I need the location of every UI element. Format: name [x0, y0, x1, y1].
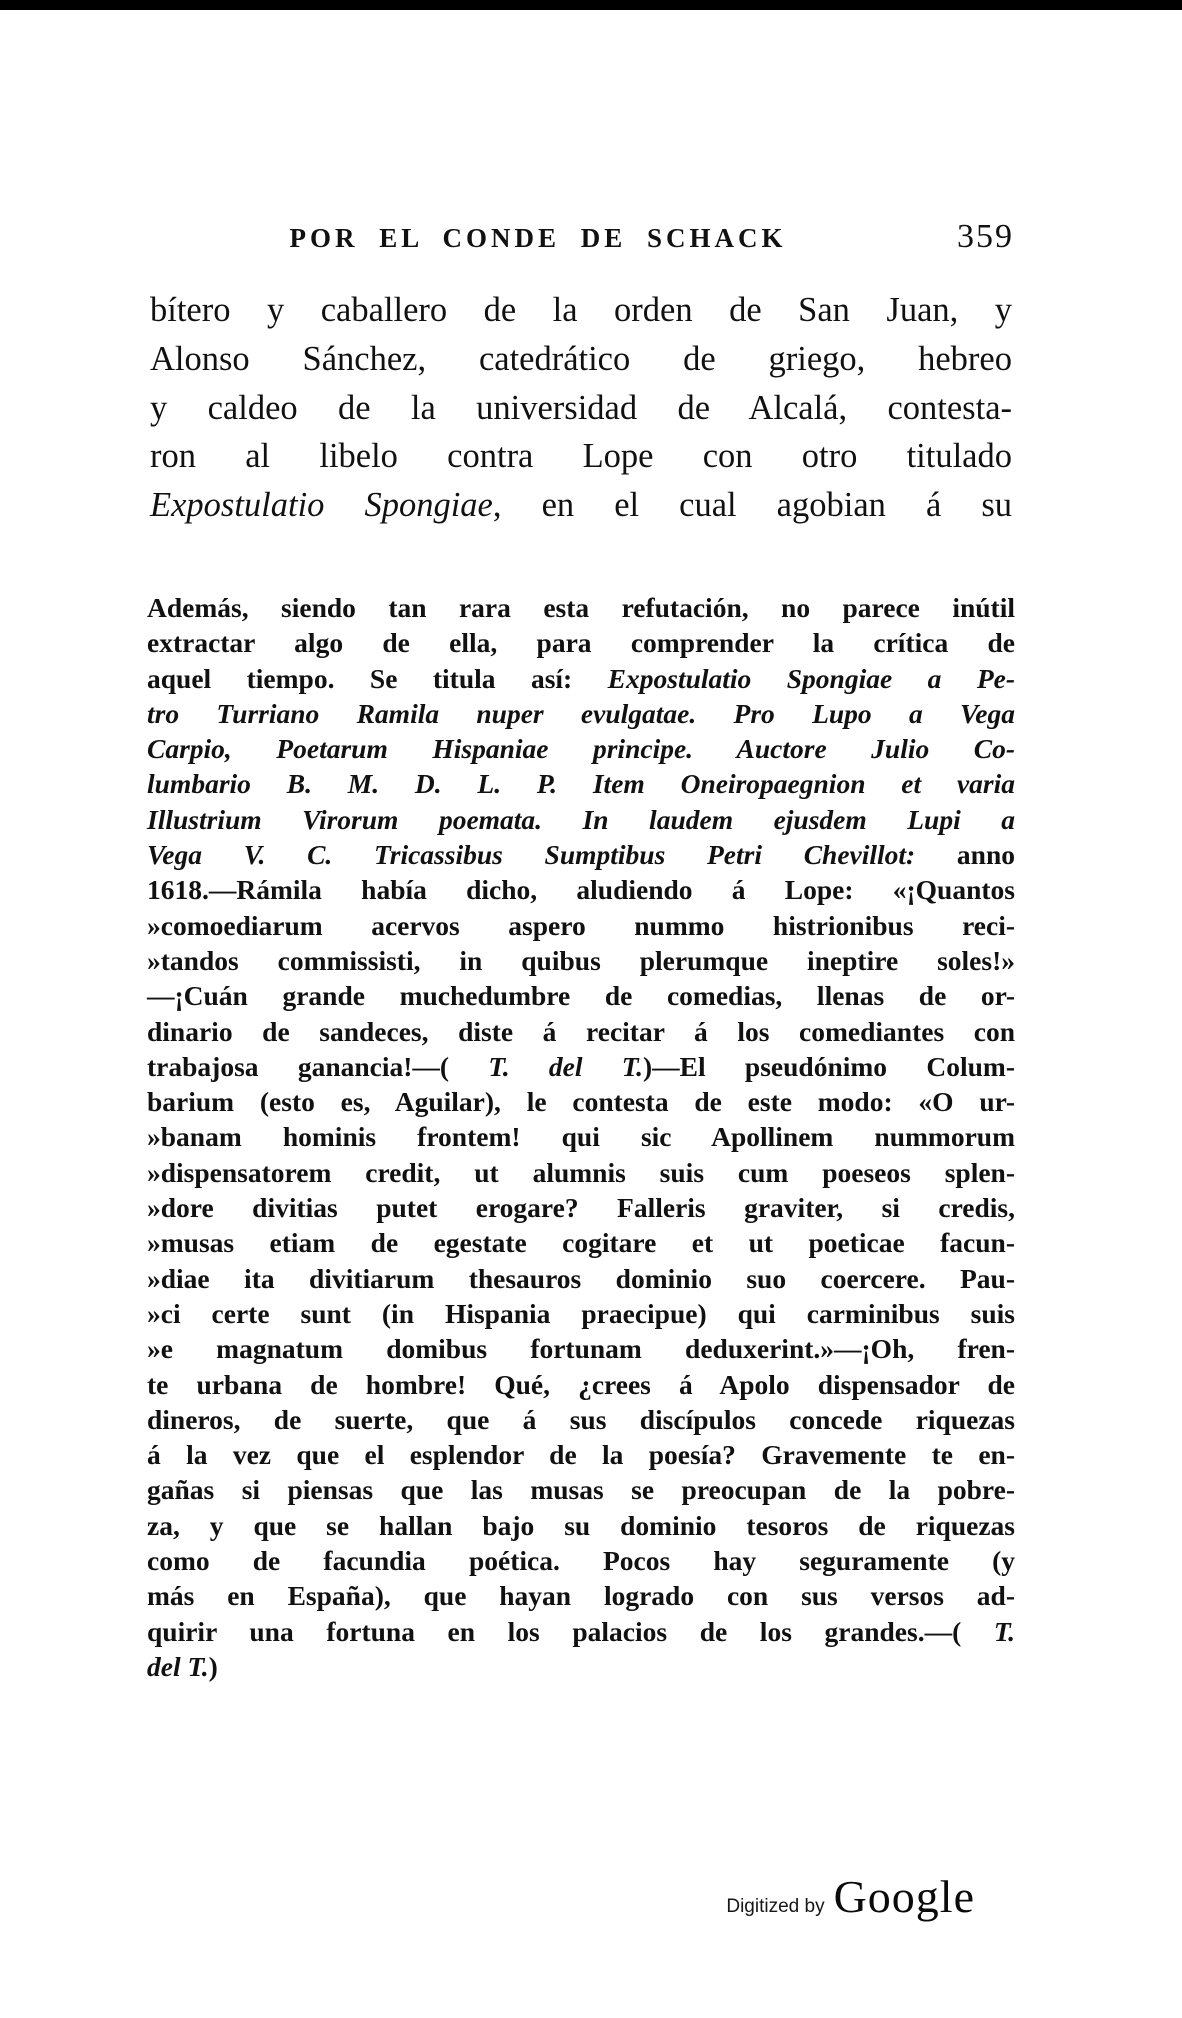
text-line: Además, siendo tan rara esta refutación, no parece inútil — [147, 592, 1015, 623]
text-line: á la vez que el esplendor de la poesía? Gravemente te en- — [147, 1439, 1015, 1471]
text-line: Carpio, Poetarum Hispaniae principe. Auctore Julio Co- — [147, 733, 1015, 765]
running-header — [148, 218, 1014, 256]
google-logo: Google — [833, 1871, 975, 1922]
digitization-credit — [0, 1870, 975, 1923]
text-line: te urbana de hombre! Qué, ¿crees á Apolo dispensador de — [147, 1368, 1015, 1400]
text-line: extractar algo de ella, para comprender la crítica de — [147, 627, 1015, 659]
text-line: Alonso Sánchez, catedrático de griego, hebreo — [150, 339, 1012, 378]
running-header-title: POR EL CONDE DE SCHACK — [289, 223, 787, 253]
text-line: »comoediarum acervos aspero nummo histrionibus reci- — [147, 909, 1015, 941]
text-line: del T.) — [147, 1650, 218, 1682]
text-line: »e magnatum domibus fortunam deduxerint.»—¡Oh, fren- — [147, 1333, 1015, 1365]
text-line: tro Turriano Ramila nuper evulgatae. Pro Lupo a Vega — [147, 697, 1015, 729]
text-line: quirir una fortuna en los palacios de los grandes.—( T. — [147, 1615, 1015, 1647]
text-line: »dore divitias putet erogare? Falleris graviter, si credis, — [147, 1192, 1015, 1224]
text-line: lumbario B. M. D. L. P. Item Oneiropaegnion et varia — [147, 768, 1015, 800]
scan-edge-artifact — [0, 0, 1182, 10]
text-line: bítero y caballero de la orden de San Juan, y — [150, 291, 1012, 329]
text-line: gañas si piensas que las musas se preocupan de la pobre- — [147, 1474, 1015, 1506]
text-line: —¡Cuán grande muchedumbre de comedias, llenas de or- — [147, 980, 1015, 1012]
text-line: dineros, de suerte, que á sus discípulos concede riquezas — [147, 1403, 1015, 1435]
text-line: más en España), que hayan logrado con sus versos ad- — [147, 1580, 1015, 1612]
text-line: 1618.—Rámila había dicho, aludiendo á Lope: «¡Quantos — [147, 874, 1015, 906]
digitized-by-label: Digitized by — [726, 1896, 825, 1917]
text-line: Vega V. C. Tricassibus Sumptibus Petri Chevillot: anno — [147, 839, 1016, 871]
text-line: como de facundia poética. Pocos hay seguramente (y — [147, 1545, 1015, 1577]
text-line: dinario de sandeces, diste á recitar á los comediantes con — [147, 1015, 1015, 1047]
text-line: »ci certe sunt (in Hispania praecipue) qui carminibus suis — [147, 1297, 1015, 1329]
text-line: y caldeo de la universidad de Alcalá, contesta- — [150, 388, 1012, 427]
text-line: »dispensatorem credit, ut alumnis suis cum poeseos splen- — [147, 1156, 1015, 1188]
text-line: »tandos commissisti, in quibus plerumque ineptire soles!» — [147, 944, 1015, 976]
text-line: »diae ita divitiarum thesauros dominio suo coercere. Pau- — [147, 1262, 1015, 1294]
text-line: Illustrium Virorum poemata. In laudem ejusdem Lupi a — [147, 803, 1015, 835]
footnote-paragraph — [147, 590, 1015, 1684]
text-line: »musas etiam de egestate cogitare et ut poeticae facun- — [147, 1227, 1015, 1259]
text-line: za, y que se hallan bajo su dominio tesoros de riquezas — [147, 1509, 1015, 1541]
page-number: 359 — [957, 218, 1014, 255]
text-line: trabajosa ganancia!—( T. del T.)—El pseudónimo Colum- — [147, 1050, 1015, 1082]
text-line: Expostulatio Spongiae, en el cual agobian á su — [150, 486, 1012, 525]
main-body-paragraph — [150, 286, 1012, 530]
text-line: aquel tiempo. Se titula así: Expostulatio Spongiae a Pe- — [147, 662, 1015, 694]
text-line: ron al libelo contra Lope con otro titulado — [150, 437, 1012, 476]
text-line: »banam hominis frontem! qui sic Apollinem nummorum — [147, 1121, 1015, 1153]
text-line: barium (esto es, Aguilar), le contesta de este modo: «O ur- — [147, 1086, 1015, 1118]
